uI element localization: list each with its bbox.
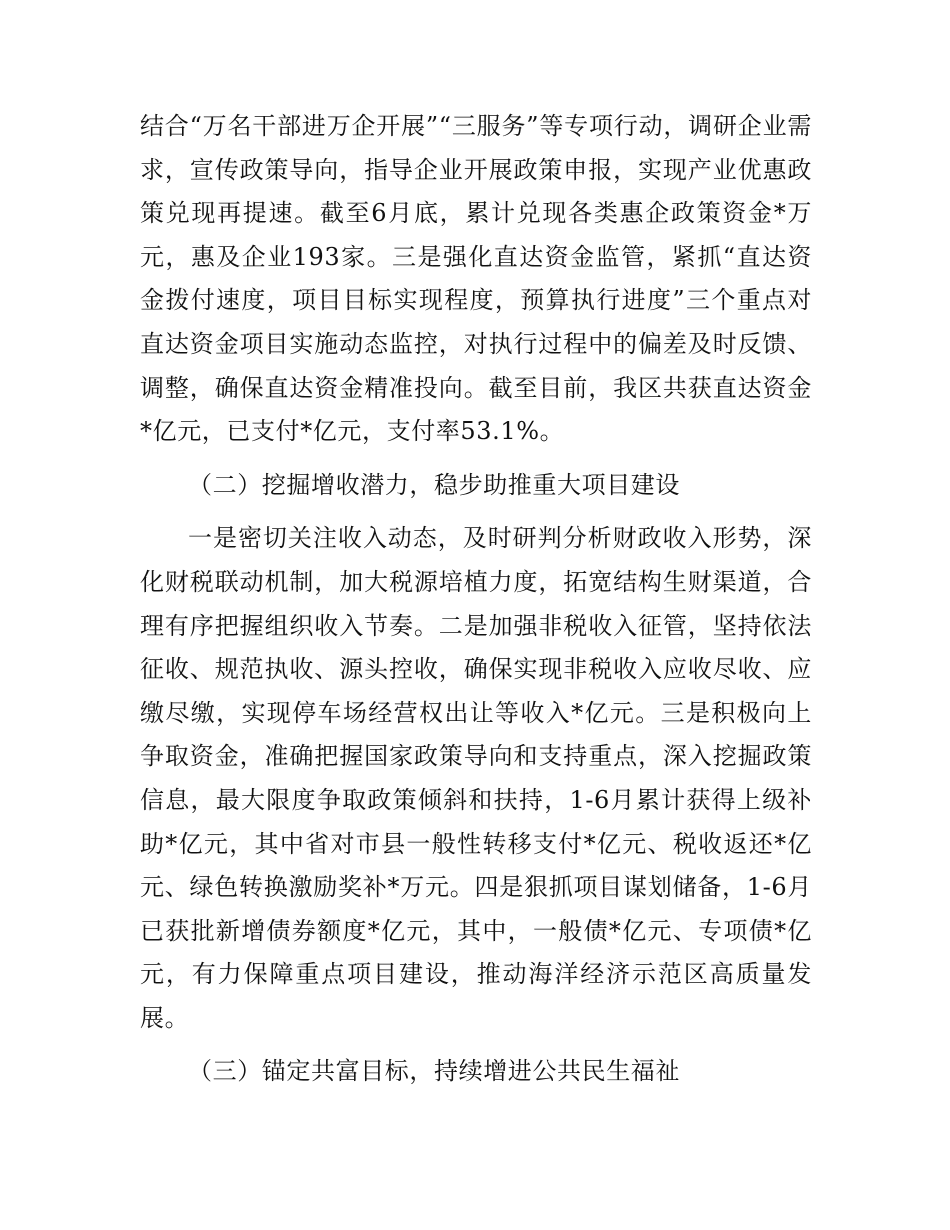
section-heading-3: （三）锚定共富目标，持续增进公共民生福祉 xyxy=(188,1057,680,1086)
body-paragraph-2: 一是密切关注收入动态，及时研判分析财政收入形势，深化财税联动机制，加大税源培植力度，拓宽结构生财渠道，合理有序把握组织收入节奏。二是加强非税收入征管，坚持依法征收、规范执收、源头控收，确保实现非税收入应收尽收、应缴尽缴，实现停车场经营权出让等收入*亿元。三是积极向上争取资金，准确把握国家政策导向和支持重点，深入挖掘政策信息，最大限度争取政策倾斜和扶持，1-6月累计获得上级补助*亿元，其中省对市县一般性转移支付*亿元、税收返还*亿元、绿色转换激励奖补*万元。四是狠抓项目谋划储备，1-6月已获批新增债券额度*亿元，其中，一般债*亿元、专项债*亿元，有力保障重点项目建设，推动海洋经济示范区高质量发展。 xyxy=(140,524,812,1032)
section-heading-2: （二）挖掘增收潜力，稳步助推重大项目建设 xyxy=(188,470,680,499)
document-page xyxy=(140,105,812,1094)
body-paragraph-1: 结合“万名干部进万企开展”“三服务”等专项行动，调研企业需求，宣传政策导向，指导企业开展政策申报，实现产业优惠政策兑现再提速。截至6月底，累计兑现各类惠企政策资金*万元，惠及企业193家。三是强化直达资金监管，紧抓“直达资金拨付速度，项目目标实现程度，预算执行进度”三个重点对直达资金项目实施动态监控，对执行过程中的偏差及时反馈、调整，确保直达资金精准投向。截至目前，我区共获直达资金*亿元，已支付*亿元，支付率53.1%。 xyxy=(140,112,812,446)
